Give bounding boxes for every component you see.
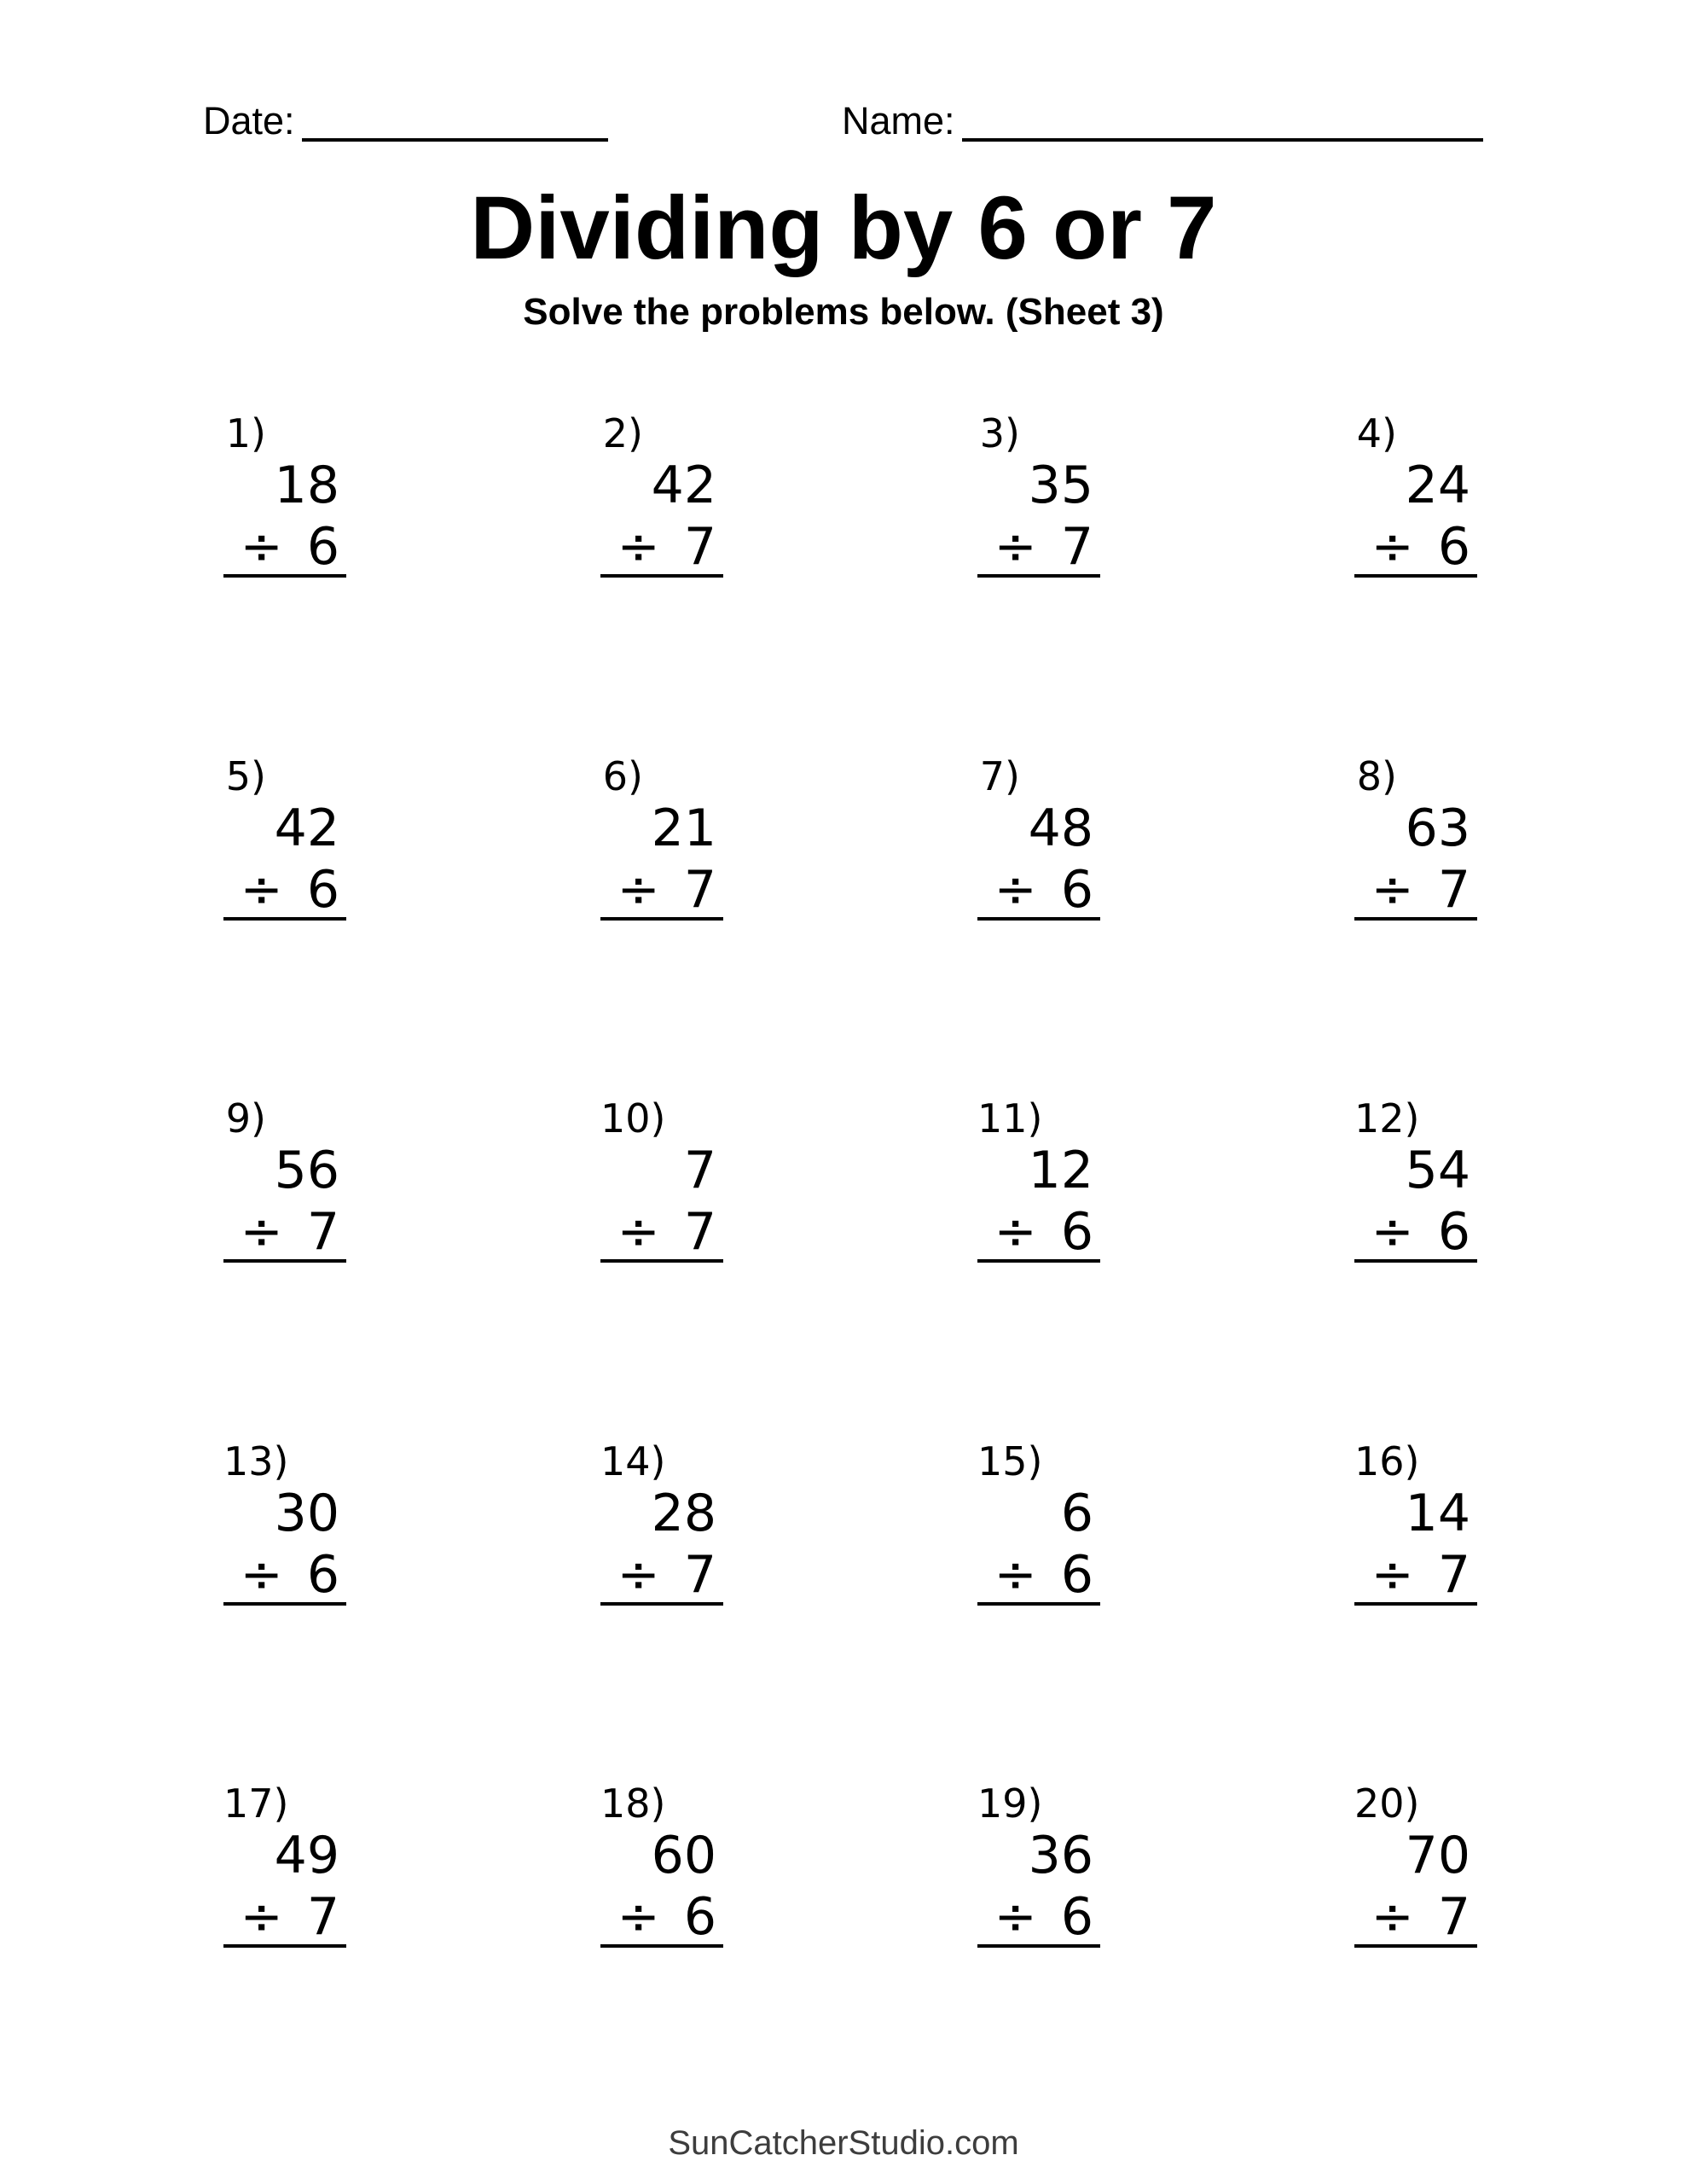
divisor: 6 <box>1060 1544 1093 1605</box>
dividend: 14 <box>1405 1483 1470 1543</box>
dividend: 42 <box>274 798 339 858</box>
divisor: 6 <box>306 859 339 920</box>
division-problem <box>223 1095 346 1442</box>
problem-number: 19) <box>977 1780 1043 1827</box>
divisor-row <box>977 517 1100 577</box>
problem-number: 12) <box>1354 1095 1420 1141</box>
date-label: Date: <box>203 99 295 142</box>
divisor-row <box>600 859 723 920</box>
problem-number: 4) <box>1356 410 1397 456</box>
problem-number: 5) <box>225 752 266 799</box>
divisor-row <box>600 1544 723 1605</box>
division-sign: ÷ <box>1371 1887 1414 1947</box>
division-problem <box>977 410 1100 757</box>
divisor-row <box>977 1202 1100 1262</box>
divisor: 7 <box>1437 859 1470 920</box>
divisor: 6 <box>1060 1887 1093 1947</box>
dividend: 6 <box>1060 1483 1093 1543</box>
name-field <box>842 101 1483 142</box>
division-problem <box>977 1438 1100 1785</box>
problem-number: 11) <box>977 1095 1043 1141</box>
divisor: 6 <box>306 1544 339 1605</box>
divisor: 7 <box>1437 1887 1470 1947</box>
division-sign: ÷ <box>994 517 1037 577</box>
divisor-row <box>977 1544 1100 1605</box>
problem-number: 14) <box>600 1438 666 1484</box>
dividend: 70 <box>1405 1826 1470 1885</box>
footer-website: SunCatcherStudio.com <box>668 2124 1019 2162</box>
division-problem <box>223 1780 346 2127</box>
divisor: 7 <box>683 1202 716 1262</box>
divisor: 7 <box>1437 1544 1470 1605</box>
division-sign: ÷ <box>994 1202 1037 1262</box>
division-problem <box>977 1780 1100 2127</box>
division-sign: ÷ <box>617 517 660 577</box>
divisor: 7 <box>683 517 716 577</box>
division-sign: ÷ <box>1371 859 1414 920</box>
division-sign: ÷ <box>240 859 283 920</box>
divisor: 7 <box>306 1887 339 1947</box>
divisor-row <box>223 859 346 920</box>
division-sign: ÷ <box>1371 1202 1414 1262</box>
problem-number: 10) <box>600 1095 666 1141</box>
division-sign: ÷ <box>1371 1544 1414 1605</box>
division-problem <box>600 410 723 757</box>
divisor: 6 <box>1437 1202 1470 1262</box>
date-field <box>203 101 608 142</box>
problem-number: 20) <box>1354 1780 1420 1827</box>
division-sign: ÷ <box>617 1887 660 1947</box>
problem-number: 8) <box>1356 752 1397 799</box>
division-problem <box>1354 1095 1477 1442</box>
divisor: 7 <box>683 859 716 920</box>
divisor-row <box>1354 1887 1477 1947</box>
divisor: 6 <box>1437 517 1470 577</box>
division-problem <box>1354 1780 1477 2127</box>
division-sign: ÷ <box>617 1544 660 1605</box>
dividend: 18 <box>274 456 339 515</box>
divisor: 6 <box>683 1887 716 1947</box>
division-sign: ÷ <box>240 1544 283 1605</box>
problems-grid <box>223 410 1687 2127</box>
division-problem <box>600 1095 723 1442</box>
division-problem <box>223 410 346 757</box>
divisor-row <box>223 1202 346 1262</box>
divisor-row <box>223 1887 346 1947</box>
problem-number: 18) <box>600 1780 666 1827</box>
divisor-row <box>223 517 346 577</box>
dividend: 35 <box>1028 456 1093 515</box>
problem-number: 3) <box>979 410 1020 456</box>
divisor: 6 <box>306 517 339 577</box>
division-problem <box>1354 1438 1477 1785</box>
problem-number: 7) <box>979 752 1020 799</box>
division-problem <box>1354 410 1477 757</box>
divisor-row <box>600 517 723 577</box>
dividend: 12 <box>1028 1141 1093 1200</box>
problem-number: 2) <box>602 410 643 456</box>
divisor-row <box>1354 859 1477 920</box>
division-sign: ÷ <box>240 1202 283 1262</box>
dividend: 56 <box>274 1141 339 1200</box>
division-sign: ÷ <box>994 1887 1037 1947</box>
division-sign: ÷ <box>994 859 1037 920</box>
divisor: 6 <box>1060 859 1093 920</box>
problem-number: 6) <box>602 752 643 799</box>
division-problem <box>223 752 346 1100</box>
name-blank-line <box>962 101 1483 142</box>
dividend: 63 <box>1405 798 1470 858</box>
dividend: 28 <box>651 1483 716 1543</box>
dividend: 54 <box>1405 1141 1470 1200</box>
division-sign: ÷ <box>617 859 660 920</box>
worksheet-subtitle: Solve the problems below. (Sheet 3) <box>523 291 1164 333</box>
division-sign: ÷ <box>617 1202 660 1262</box>
divisor-row <box>1354 517 1477 577</box>
dividend: 49 <box>274 1826 339 1885</box>
divisor: 7 <box>1060 517 1093 577</box>
problem-number: 15) <box>977 1438 1043 1484</box>
divisor: 7 <box>306 1202 339 1262</box>
divisor-row <box>223 1544 346 1605</box>
problem-number: 1) <box>225 410 266 456</box>
dividend: 30 <box>274 1483 339 1543</box>
divisor-row <box>977 859 1100 920</box>
dividend: 48 <box>1028 798 1093 858</box>
divisor-row <box>977 1887 1100 1947</box>
division-sign: ÷ <box>994 1544 1037 1605</box>
divisor: 6 <box>1060 1202 1093 1262</box>
divisor-row <box>600 1887 723 1947</box>
problem-number: 9) <box>225 1095 266 1141</box>
dividend: 36 <box>1028 1826 1093 1885</box>
dividend: 21 <box>651 798 716 858</box>
divisor-row <box>600 1202 723 1262</box>
division-sign: ÷ <box>1371 517 1414 577</box>
division-problem <box>977 1095 1100 1442</box>
problem-number: 17) <box>223 1780 289 1827</box>
worksheet-title: Dividing by 6 or 7 <box>470 178 1217 278</box>
division-problem <box>600 1438 723 1785</box>
division-problem <box>223 1438 346 1785</box>
problem-number: 13) <box>223 1438 289 1484</box>
problem-number: 16) <box>1354 1438 1420 1484</box>
division-sign: ÷ <box>240 1887 283 1947</box>
dividend: 42 <box>651 456 716 515</box>
name-label: Name: <box>842 99 955 142</box>
division-problem <box>600 1780 723 2127</box>
division-problem <box>977 752 1100 1100</box>
dividend: 60 <box>651 1826 716 1885</box>
divisor: 7 <box>683 1544 716 1605</box>
division-sign: ÷ <box>240 517 283 577</box>
dividend: 7 <box>683 1141 716 1200</box>
date-blank-line <box>302 101 608 142</box>
divisor-row <box>1354 1202 1477 1262</box>
division-problem <box>1354 752 1477 1100</box>
divisor-row <box>1354 1544 1477 1605</box>
dividend: 24 <box>1405 456 1470 515</box>
division-problem <box>600 752 723 1100</box>
